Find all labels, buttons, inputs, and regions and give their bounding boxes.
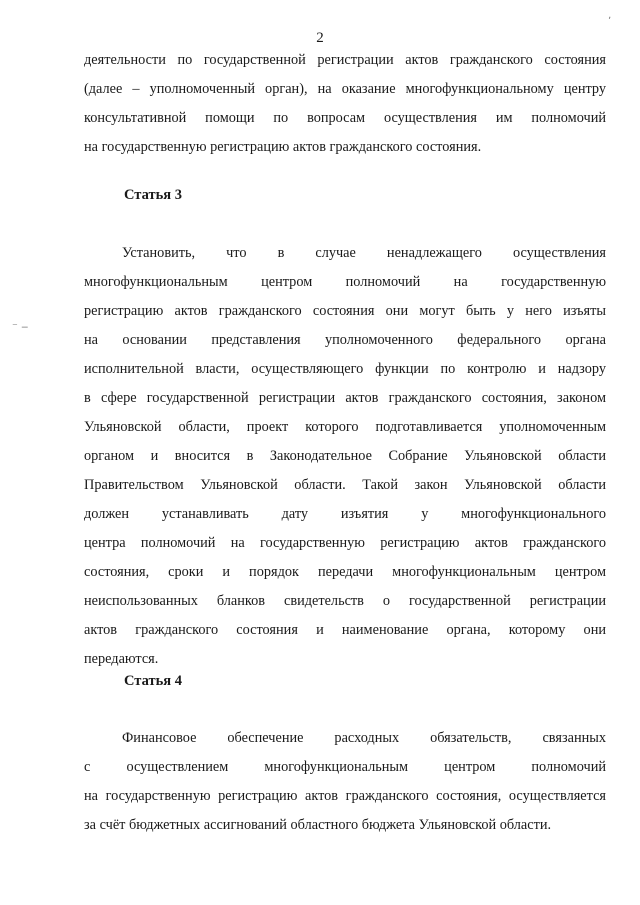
article-3-body (84, 243, 606, 678)
text-line: центра полномочий на государственную регистрацию актов гражданского (84, 535, 606, 551)
text-line: актов гражданского состояния и наименование органа, которому они (84, 622, 606, 638)
text-line: неиспользованных бланков свидетельств о государственной регистрации (84, 593, 606, 609)
scan-mark: ʼ (608, 16, 612, 27)
text-line: передаются. (84, 651, 159, 667)
article-3-heading: Статья 3 (124, 187, 182, 203)
text-line: исполнительной власти, осуществляющего функции по контролю и надзору (84, 361, 606, 377)
text-line: (далее – уполномоченный орган), на оказание многофункциональному центру (84, 81, 606, 97)
text-line: на основании представления уполномоченного федерального органа (84, 332, 606, 348)
text-line: должен устанавливать дату изъятия у многофункционального (84, 506, 606, 522)
text-line: регистрацию актов гражданского состояния они могут быть у него изъяты (84, 303, 606, 319)
text-line: состояния, сроки и порядок передачи многофункциональным центром (84, 564, 606, 580)
article-4-body (84, 728, 606, 844)
text-line: в сфере государственной регистрации актов гражданского состояния, законом (84, 390, 606, 406)
text-line: консультативной помощи по вопросам осуществления им полномочий (84, 110, 606, 126)
page-number: 2 (316, 30, 324, 46)
text-line: Финансовое обеспечение расходных обязательств, связанных (122, 730, 606, 746)
text-line: органом и вносится в Законодательное Собрание Ульяновской области (84, 448, 606, 464)
text-line: Ульяновской области, проект которого подготавливается уполномоченным (84, 419, 606, 435)
text-line: Правительством Ульяновской области. Такой закон Ульяновской области (84, 477, 606, 493)
text-line: на государственную регистрацию актов гражданского состояния. (84, 139, 482, 155)
text-line: многофункциональным центром полномочий на государственную (84, 274, 606, 290)
paragraph-intro (84, 50, 606, 166)
text-line: на государственную регистрацию актов гражданского состояния, осуществляется (84, 788, 606, 804)
text-line: деятельности по государственной регистрации актов гражданского состояния (84, 52, 606, 68)
text-line: Установить, что в случае ненадлежащего осуществления (122, 245, 606, 261)
text-line: с осуществлением многофункциональным центром полномочий (84, 759, 606, 775)
text-line: за счёт бюджетных ассигнований областного бюджета Ульяновской области. (84, 817, 552, 833)
scan-mark: ⁻ ‒ (12, 320, 29, 333)
article-4-heading: Статья 4 (124, 673, 182, 689)
